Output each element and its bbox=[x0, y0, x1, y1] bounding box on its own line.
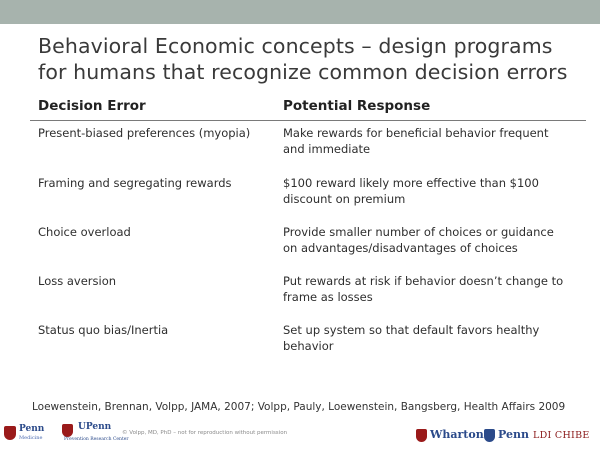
wharton-name: Wharton bbox=[430, 428, 484, 441]
response-line: frame as losses bbox=[283, 290, 373, 304]
footer bbox=[0, 420, 600, 450]
potential-response-cell bbox=[283, 125, 593, 157]
copyright-notice: © Volpp, MD, PhD – not for reproduction without permission bbox=[122, 430, 288, 436]
penn-name: Penn bbox=[498, 428, 529, 441]
slide-title-line-2: for humans that recognize common decision errors bbox=[38, 60, 568, 84]
top-bar bbox=[0, 0, 600, 24]
shield-icon bbox=[4, 426, 16, 440]
response-line: Provide smaller number of choices or guidance bbox=[283, 225, 554, 239]
slide-title-line-1: Behavioral Economic concepts – design programs bbox=[38, 34, 553, 58]
penn-logo bbox=[484, 428, 532, 444]
potential-response-cell bbox=[283, 175, 593, 207]
response-line: and immediate bbox=[283, 142, 371, 156]
header-divider bbox=[30, 120, 586, 121]
potential-response-cell bbox=[283, 273, 593, 305]
penn-medicine-logo bbox=[4, 424, 58, 446]
slide-title bbox=[38, 33, 583, 85]
upenn-sub: Prevention Research Center bbox=[64, 437, 129, 442]
response-line: discount on premium bbox=[283, 192, 406, 206]
ldi-chibe-logo: LDI CHIBE bbox=[533, 430, 590, 441]
citation: Loewenstein, Brennan, Volpp, JAMA, 2007; Volpp, Pauly, Loewenstein, Bangsberg, Health Affairs 2009 bbox=[32, 401, 566, 413]
penn-medicine-name: Penn bbox=[19, 424, 45, 434]
response-line: $100 reward likely more effective than $100 bbox=[283, 176, 539, 190]
response-line: behavior bbox=[283, 339, 334, 353]
shield-icon bbox=[416, 429, 427, 442]
decision-error-cell: Status quo bias/Inertia bbox=[38, 323, 169, 337]
upenn-name: UPenn bbox=[78, 422, 112, 432]
response-line: Set up system so that default favors healthy bbox=[283, 323, 540, 337]
potential-response-cell bbox=[283, 322, 593, 354]
shield-icon bbox=[62, 424, 73, 437]
response-line: Put rewards at risk if behavior doesn’t change to bbox=[283, 274, 564, 288]
wharton-logo bbox=[416, 428, 484, 444]
response-line: on advantages/disadvantages of choices bbox=[283, 241, 518, 255]
shield-icon bbox=[484, 429, 495, 442]
decision-error-cell: Framing and segregating rewards bbox=[38, 176, 232, 190]
potential-response-cell bbox=[283, 224, 593, 256]
upenn-prc-logo bbox=[62, 422, 129, 446]
decision-error-cell: Present-biased preferences (myopia) bbox=[38, 126, 251, 140]
column-header-potential-response: Potential Response bbox=[283, 98, 431, 114]
decision-error-cell: Choice overload bbox=[38, 225, 131, 239]
column-header-decision-error: Decision Error bbox=[38, 98, 146, 114]
decision-error-cell: Loss aversion bbox=[38, 274, 117, 288]
response-line: Make rewards for beneficial behavior frequent bbox=[283, 126, 549, 140]
penn-medicine-sub: Medicine bbox=[19, 435, 43, 441]
